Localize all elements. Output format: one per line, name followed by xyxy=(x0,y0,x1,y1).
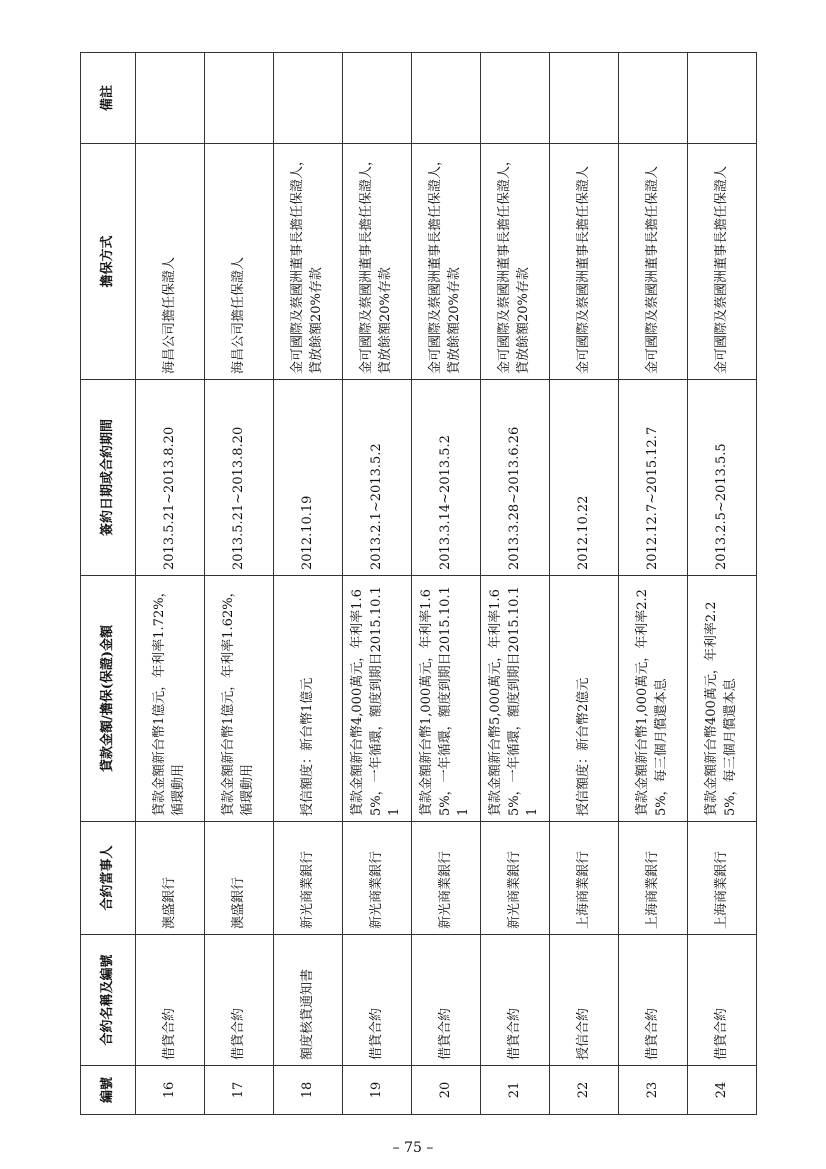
table-row xyxy=(688,53,757,1115)
cell-no: 21 xyxy=(481,1066,550,1115)
cell-no: 23 xyxy=(619,1066,688,1115)
cell-contract: 借貸合約 xyxy=(688,935,757,1066)
cell-no: 22 xyxy=(550,1066,619,1115)
cell-contract: 借貸合約 xyxy=(619,935,688,1066)
cell-amount: 貸款金額新台幣1,000萬元，年利率2.25%，每三個月償還本息 xyxy=(619,576,688,822)
header-guarantee: 擔保方式 xyxy=(81,144,136,380)
rotated-table-container xyxy=(80,85,738,1115)
cell-party: 上海商業銀行 xyxy=(688,822,757,935)
cell-remark xyxy=(688,53,757,144)
cell-period: 2013.3.14~2013.5.2 xyxy=(412,380,481,576)
cell-period: 2012.10.22 xyxy=(550,380,619,576)
cell-no: 19 xyxy=(343,1066,412,1115)
table-row xyxy=(619,53,688,1115)
table-row xyxy=(274,53,343,1115)
cell-contract: 借貸合約 xyxy=(136,935,205,1066)
cell-party: 新光商業銀行 xyxy=(343,822,412,935)
cell-no: 24 xyxy=(688,1066,757,1115)
cell-guarantee: 金可國際及蔡國洲董事長擔任保證人，貸放餘額20%存款 xyxy=(481,144,550,380)
cell-remark xyxy=(136,53,205,144)
cell-contract: 額度核貸通知書 xyxy=(274,935,343,1066)
cell-contract: 借貸合約 xyxy=(343,935,412,1066)
table-row xyxy=(343,53,412,1115)
cell-contract: 借貸合約 xyxy=(205,935,274,1066)
cell-guarantee: 金可國際及蔡國洲董事長擔任保證人，貸放餘額20%存款 xyxy=(274,144,343,380)
contract-table xyxy=(80,52,757,1115)
cell-party: 新光商業銀行 xyxy=(274,822,343,935)
header-amount: 貸款金額/擔保(保證)金額 xyxy=(81,576,136,822)
header-no: 編號 xyxy=(81,1066,136,1115)
cell-period: 2013.2.5~2013.5.5 xyxy=(688,380,757,576)
page-number: – 75 – xyxy=(392,1140,434,1156)
cell-remark xyxy=(412,53,481,144)
cell-no: 17 xyxy=(205,1066,274,1115)
cell-contract: 借貸合約 xyxy=(481,935,550,1066)
cell-guarantee: 海昌公司擔任保證人 xyxy=(136,144,205,380)
cell-period: 2013.3.28~2013.6.26 xyxy=(481,380,550,576)
cell-remark xyxy=(274,53,343,144)
table-row xyxy=(136,53,205,1115)
cell-contract: 借貸合約 xyxy=(412,935,481,1066)
cell-guarantee: 金可國際及蔡國洲董事長擔任保證人，貸放餘額20%存款 xyxy=(343,144,412,380)
cell-party: 上海商業銀行 xyxy=(550,822,619,935)
cell-guarantee: 金可國際及蔡國洲董事長擔任保證人 xyxy=(688,144,757,380)
cell-no: 16 xyxy=(136,1066,205,1115)
cell-no: 18 xyxy=(274,1066,343,1115)
cell-amount: 貸款金額新台幣5,000萬元，年利率1.65%，一年循環，額度到期日2015.10.11 xyxy=(481,576,550,822)
cell-no: 20 xyxy=(412,1066,481,1115)
table-header-row xyxy=(81,53,136,1115)
cell-remark xyxy=(619,53,688,144)
cell-guarantee: 海昌公司擔任保證人 xyxy=(205,144,274,380)
cell-amount: 貸款金額新台幣1,000萬元，年利率1.65%，一年循環，額度到期日2015.10.11 xyxy=(412,576,481,822)
table-row xyxy=(550,53,619,1115)
cell-remark xyxy=(343,53,412,144)
cell-period: 2012.10.19 xyxy=(274,380,343,576)
header-remark: 備註 xyxy=(81,53,136,144)
cell-amount: 貸款金額新台幣400萬元，年利率2.25%，每三個月償還本息 xyxy=(688,576,757,822)
table-row xyxy=(481,53,550,1115)
table-row xyxy=(412,53,481,1115)
cell-period: 2013.2.1~2013.5.2 xyxy=(343,380,412,576)
cell-remark xyxy=(205,53,274,144)
cell-amount: 貸款金額新台幣1億元，年利率1.72%，循環動用 xyxy=(136,576,205,822)
cell-amount: 授信額度：新台幣2億元 xyxy=(550,576,619,822)
cell-remark xyxy=(481,53,550,144)
table-row xyxy=(205,53,274,1115)
cell-guarantee: 金可國際及蔡國洲董事長擔任保證人 xyxy=(550,144,619,380)
cell-amount: 貸款金額新台幣1億元，年利率1.62%，循環動用 xyxy=(205,576,274,822)
cell-remark xyxy=(550,53,619,144)
cell-amount: 貸款金額新台幣4,000萬元，年利率1.65%，一年循環，額度到期日2015.10.11 xyxy=(343,576,412,822)
cell-amount: 授信額度：新台幣1億元 xyxy=(274,576,343,822)
cell-party: 上海商業銀行 xyxy=(619,822,688,935)
header-contract: 合約名稱及編號 xyxy=(81,935,136,1066)
cell-party: 澳盛銀行 xyxy=(136,822,205,935)
header-period: 簽約日期或合約期間 xyxy=(81,380,136,576)
cell-guarantee: 金可國際及蔡國洲董事長擔任保證人，貸放餘額20%存款 xyxy=(412,144,481,380)
cell-guarantee: 金可國際及蔡國洲董事長擔任保證人 xyxy=(619,144,688,380)
cell-party: 新光商業銀行 xyxy=(412,822,481,935)
cell-period: 2013.5.21~2013.8.20 xyxy=(136,380,205,576)
cell-party: 新光商業銀行 xyxy=(481,822,550,935)
cell-period: 2013.5.21~2013.8.20 xyxy=(205,380,274,576)
cell-period: 2012.12.7~2015.12.7 xyxy=(619,380,688,576)
header-party: 合約當事人 xyxy=(81,822,136,935)
cell-party: 澳盛銀行 xyxy=(205,822,274,935)
cell-contract: 授信合約 xyxy=(550,935,619,1066)
